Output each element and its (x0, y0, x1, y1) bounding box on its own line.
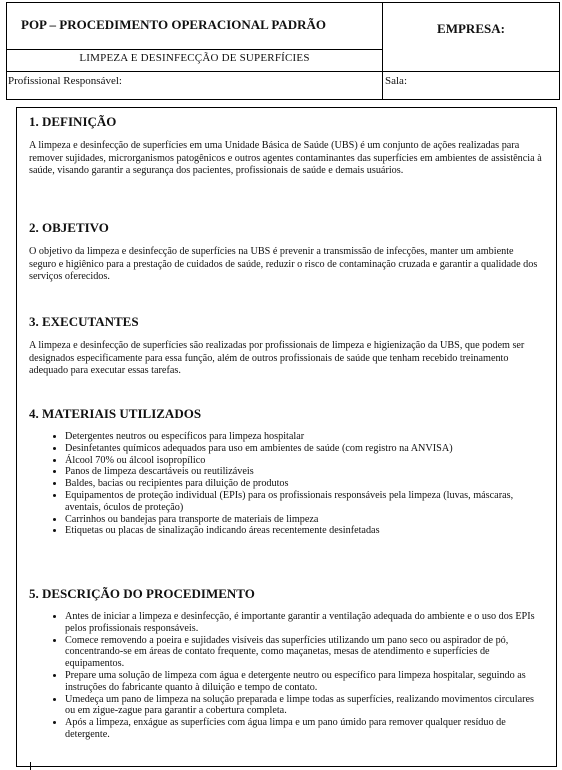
procedure-list (29, 611, 543, 741)
header-table (6, 2, 560, 100)
section-heading: 4. MATERIAIS UTILIZADOS (29, 406, 202, 421)
section-heading: 1. DEFINIÇÃO (29, 114, 117, 129)
list-item: • Antes de iniciar a limpeza e desinfecção, é importante garantir a ventilação adequada do ambiente e o uso dos EPIs pelos profissionais responsáveis. (65, 611, 543, 635)
section-procedure (29, 586, 543, 741)
section-heading: 2. OBJETIVO (29, 220, 109, 235)
section-text: A limpeza e desinfecção de superfícies em uma Unidade Básica de Saúde (UBS) é um conjunto de ações realizadas para remover sujidades, microrganismos patogênicos e outros agentes contaminantes das superfícies em ambientes de assistência à saúde, visando garantir a segurança dos pacientes, profissionais de saúde e demais usuários. (29, 140, 542, 176)
list-item: • Umedeça um pano de limpeza na solução preparada e limpe todas as superfícies, realizando movimentos circulares ou em zigue-zague para garantir a cobertura completa. (65, 694, 543, 718)
list-item: • Prepare uma solução de limpeza com água e detergente neutro ou específico para limpeza hospitalar, seguindo as instruções do fabricante quanto à diluição e tempo de contato. (65, 670, 543, 694)
header-divider-bottom (7, 71, 559, 72)
section-text: O objetivo da limpeza e desinfecção de superfícies na UBS é prevenir a transmissão de infecções, manter um ambiente seguro e higiênico para a prestação de cuidados de saúde, reduzir o risco de contaminação cruzada e garantir a qualidade dos serviços oferecidos. (29, 246, 538, 282)
list-item: • Panos de limpeza descartáveis ou reutilizáveis (65, 466, 543, 478)
responsible-label: Profissional Responsável: (8, 75, 122, 87)
list-item: • Comece removendo a poeira e sujidades visíveis das superfícies utilizando um pano seco ou aspirador de pó, concentrando-se em áreas de contato frequente, como maçanetas, mesas de atendimento e superfícies de equipamentos. (65, 635, 543, 670)
section-text: A limpeza e desinfecção de superfícies são realizadas por profissionais de limpeza e higienização da UBS, que podem ser designados especificamente para essa função, além de outros profissionais de saúde que tenham recebido treinamento adequado para executar essas tarefas. (29, 340, 525, 376)
section-materials (29, 406, 543, 537)
list-item: • Após a limpeza, enxágue as superfícies com água limpa e um pano úmido para remover qualquer resíduo de detergente. (65, 717, 543, 741)
list-item: • Equipamentos de proteção individual (EPIs) para os profissionais responsáveis pela limpeza (luvas, máscaras, aventais, óculos de proteção) (65, 490, 543, 514)
materials-list (29, 431, 543, 537)
list-item: • Etiquetas ou placas de sinalização indicando áreas recentemente desinfetadas (65, 525, 543, 537)
document-body (16, 107, 557, 767)
section-definition (29, 114, 543, 178)
document-title: POP – PROCEDIMENTO OPERACIONAL PADRÃO (21, 17, 327, 32)
list-item: • Baldes, bacias ou recipientes para diluição de produtos (65, 478, 543, 490)
list-item: • Detergentes neutros ou específicos para limpeza hospitalar (65, 431, 543, 443)
room-label: Sala: (385, 75, 407, 87)
section-heading: 3. EXECUTANTES (29, 314, 139, 329)
section-objective (29, 220, 543, 284)
header-divider-title (7, 49, 382, 50)
section-executors (29, 314, 543, 378)
document-subtitle: LIMPEZA E DESINFECÇÃO DE SUPERFÍCIES (79, 52, 310, 64)
section-heading: 5. DESCRIÇÃO DO PROCEDIMENTO (29, 586, 255, 601)
company-label: EMPRESA: (437, 21, 505, 36)
list-item: • Carrinhos ou bandejas para transporte de materiais de limpeza (65, 514, 543, 526)
list-item: • Desinfetantes químicos adequados para uso em ambientes de saúde (com registro na ANVISA) (65, 443, 543, 455)
list-item: • Álcool 70% ou álcool isopropílico (65, 455, 543, 467)
